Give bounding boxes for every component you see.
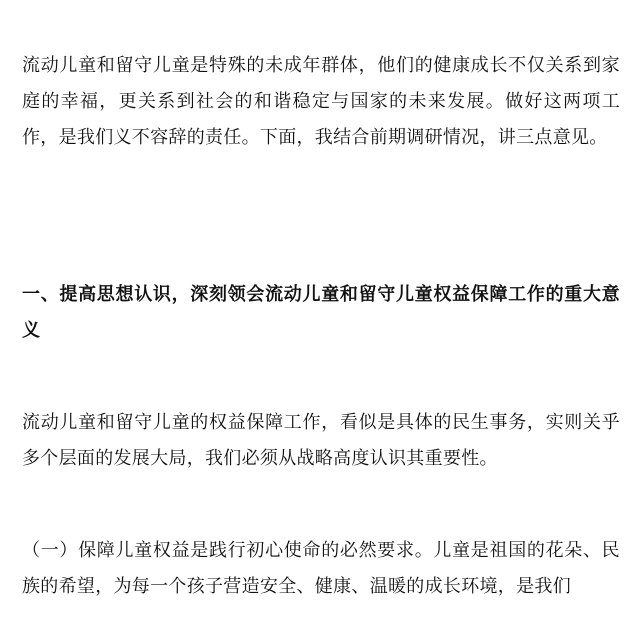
intro-paragraph: 流动儿童和留守儿童是特殊的未成年群体，他们的健康成长不仅关系到家庭的幸福，更关系到社会的和谐稳定与国家的未来发展。做好这两项工作，是我们义不容辞的责任。下面，我结合前期调研情况，讲三点意见。 [22, 55, 620, 148]
section-1-paragraph: 流动儿童和留守儿童的权益保障工作，看似是具体的民生事务，实则关乎多个层面的发展大局，我们必须从战略高度认识其重要性。 [22, 412, 620, 469]
subsection-1-paragraph: （一）保障儿童权益是践行初心使命的必然要求。儿童是祖国的花朵、民族的希望，为每一个孩子营造安全、健康、温暖的成长环境，是我们 [22, 540, 620, 597]
section-heading-1: 一、提高思想认识，深刻领会流动儿童和留守儿童权益保障工作的重大意义 [22, 284, 620, 341]
